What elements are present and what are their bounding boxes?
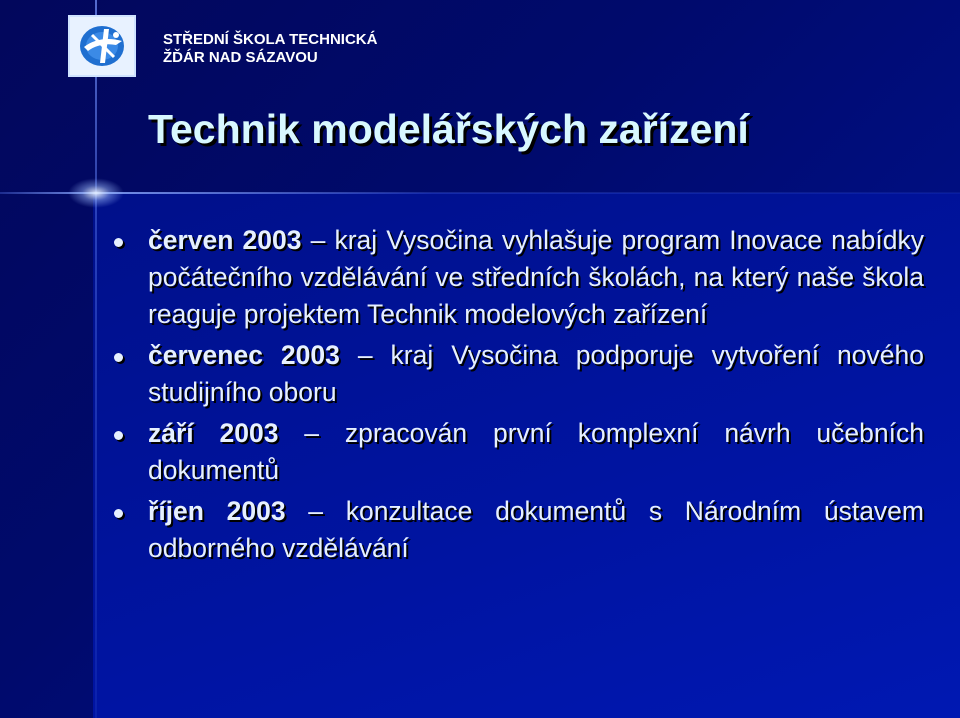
school-name-line2: ŽĎÁR NAD SÁZAVOU: [163, 49, 318, 66]
school-name: [163, 31, 377, 67]
bullet-item: [112, 222, 924, 333]
bullet-list: [112, 222, 924, 571]
school-name-line1: STŘEDNÍ ŠKOLA TECHNICKÁ: [163, 31, 378, 48]
bullet-text: – zpracován první komplexní návrh učebních dokumentů: [148, 418, 924, 485]
decorative-horizontal-line: [0, 192, 960, 194]
bullet-date: červenec 2003: [148, 340, 340, 370]
bullet-date: říjen 2003: [148, 496, 286, 526]
slide-title: Technik modelářských zařízení: [148, 106, 749, 152]
bullet-date: červen 2003: [148, 225, 302, 255]
bullet-dot-icon: [114, 238, 123, 247]
bullet-dot-icon: [114, 509, 123, 518]
bullet-dot-icon: [114, 353, 123, 362]
bullet-date: září 2003: [148, 418, 279, 448]
bullet-dot-icon: [114, 431, 123, 440]
bullet-text: – kraj Vysočina vyhlašuje program Inovace nabídky počátečního vzdělávání ve středních školách, na který naše škola reaguje projektem Technik modelových zařízení: [148, 225, 924, 329]
bullet-item: [112, 337, 924, 411]
bullet-text: – konzultace dokumentů s Národním ústavem odborného vzdělávání: [148, 496, 924, 563]
decorative-vertical-line: [95, 0, 97, 718]
bullet-item: [112, 415, 924, 489]
bullet-text: – kraj Vysočina podporuje vytvoření nového studijního oboru: [148, 340, 924, 407]
school-logo-icon: [68, 15, 136, 77]
school-logo-graphic: [70, 17, 134, 75]
bullet-item: [112, 493, 924, 567]
light-spark-icon: [68, 178, 124, 208]
